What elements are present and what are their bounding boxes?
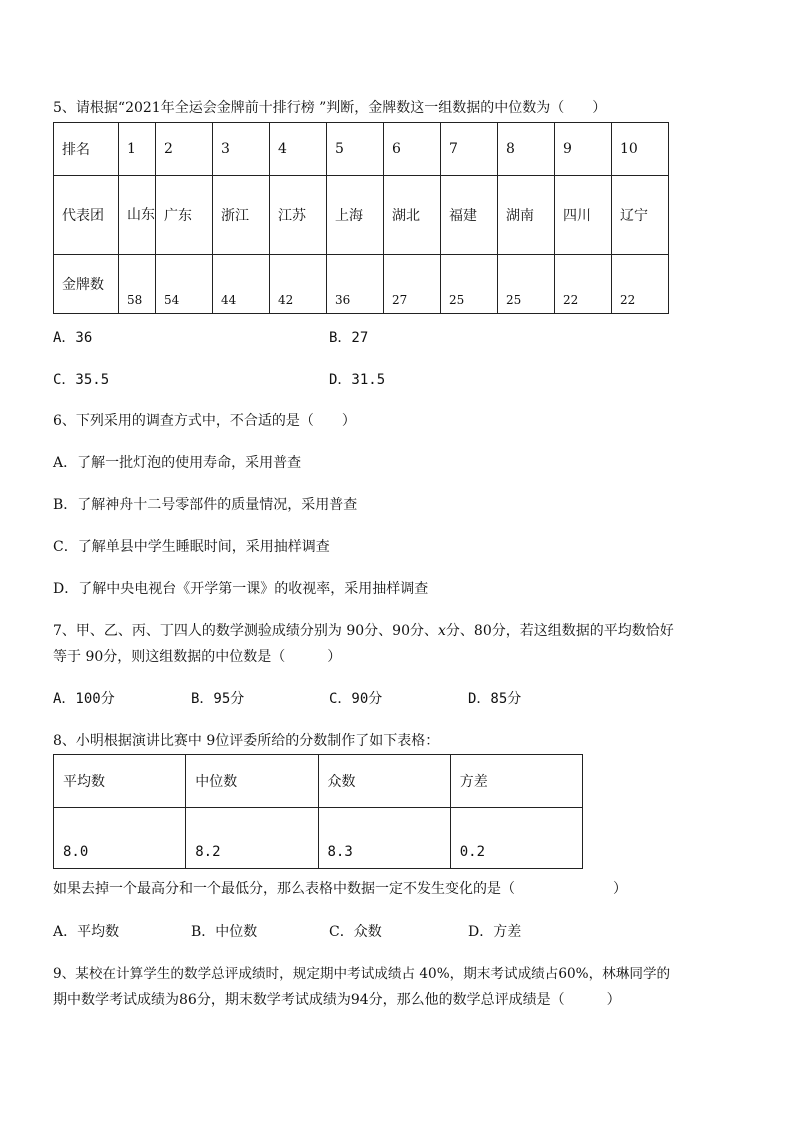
q7-option-a[interactable]: A．100分 bbox=[53, 691, 115, 707]
table-cell: 江苏 bbox=[270, 176, 327, 255]
table-cell: 4 bbox=[270, 123, 327, 176]
q7-option-b[interactable]: B．95分 bbox=[191, 691, 245, 707]
q5-option-d[interactable]: D．31.5 bbox=[329, 372, 386, 388]
q5-option-b[interactable]: B．27 bbox=[329, 330, 369, 346]
table-cell: 10 bbox=[612, 123, 669, 176]
table-cell: 福建 bbox=[441, 176, 498, 255]
table-cell: 金牌数 bbox=[54, 255, 119, 314]
table-cell: 1 bbox=[119, 123, 156, 176]
q8-option-d[interactable] bbox=[468, 922, 521, 942]
q8-option-d-label: D．方差 bbox=[468, 924, 522, 940]
q7-option-d[interactable]: D．85分 bbox=[468, 691, 522, 707]
table-cell: 9 bbox=[555, 123, 612, 176]
table-cell: 22 bbox=[612, 255, 669, 314]
table-cell: 44 bbox=[213, 255, 270, 314]
table-header-cell: 方差 bbox=[450, 755, 582, 808]
score-stats-table bbox=[53, 754, 583, 869]
table-header-cell: 平均数 bbox=[54, 755, 186, 808]
q5-stem: 5、请根据“2021年全运会金牌前十排行榜 ”判断，金牌数这一组数据的中位数为（ ） bbox=[53, 100, 607, 116]
table-cell: 8 bbox=[498, 123, 555, 176]
gold-medal-table bbox=[53, 122, 669, 314]
q6-option-b[interactable]: B．了解神舟十二号零部件的质量情况，采用普查 bbox=[53, 497, 358, 513]
table-row-headers bbox=[54, 755, 583, 808]
table-cell: 5 bbox=[327, 123, 384, 176]
q5-option-a[interactable]: A．36 bbox=[53, 330, 93, 346]
q8-option-c-label: C．众数 bbox=[329, 924, 382, 940]
table-cell: 2 bbox=[156, 123, 213, 176]
q6-option-d[interactable]: D．了解中央电视台《开学第一课》的收视率，采用抽样调查 bbox=[53, 581, 429, 597]
table-cell: 广东 bbox=[156, 176, 213, 255]
q8-stem: 8、小明根据演讲比赛中 9位评委所给的分数制作了如下表格： bbox=[53, 733, 440, 749]
table-cell: 25 bbox=[441, 255, 498, 314]
table-cell: 7 bbox=[441, 123, 498, 176]
table-cell: 辽宁 bbox=[612, 176, 669, 255]
table-cell: 6 bbox=[384, 123, 441, 176]
table-cell: 8.2 bbox=[186, 808, 318, 869]
table-cell: 代表团 bbox=[54, 176, 119, 255]
table-cell: 浙江 bbox=[213, 176, 270, 255]
table-cell: 排名 bbox=[54, 123, 119, 176]
table-cell: 上海 bbox=[327, 176, 384, 255]
q8-option-b-label: B．中位数 bbox=[191, 924, 258, 940]
table-cell: 湖南 bbox=[498, 176, 555, 255]
q7-stem-part-a: 7、甲、乙、丙、丁四人的数学测验成绩分别为 90分、90分、 bbox=[53, 623, 438, 639]
table-cell: 25 bbox=[498, 255, 555, 314]
table-cell: 42 bbox=[270, 255, 327, 314]
table-cell: 湖北 bbox=[384, 176, 441, 255]
q8-option-b[interactable] bbox=[191, 922, 257, 942]
q6-option-c[interactable]: C．了解单县中学生睡眠时间，采用抽样调查 bbox=[53, 539, 330, 555]
q8-option-a-label: A．平均数 bbox=[53, 924, 120, 940]
table-cell: 8.0 bbox=[54, 808, 186, 869]
q6-stem: 6、下列采用的调查方式中，不合适的是（ ） bbox=[53, 413, 356, 429]
q8-option-c[interactable] bbox=[329, 922, 382, 942]
q7-variable-x: x bbox=[438, 623, 446, 639]
table-cell: 58 bbox=[119, 255, 156, 314]
table-cell: 22 bbox=[555, 255, 612, 314]
q7-stem-part-b: 分、80分，若这组数据的平均数恰好 bbox=[445, 623, 674, 639]
q8-option-a[interactable] bbox=[53, 922, 119, 942]
table-row-rank bbox=[54, 123, 669, 176]
table-cell: 山东 bbox=[119, 176, 156, 255]
q5-option-c[interactable]: C．35.5 bbox=[53, 372, 110, 388]
q9-stem-line1: 9、某校在计算学生的数学总评成绩时，规定期中考试成绩占 40%，期末考试成绩占60%，林琳同学的 bbox=[53, 966, 671, 982]
table-header-cell: 中位数 bbox=[186, 755, 318, 808]
table-cell: 27 bbox=[384, 255, 441, 314]
table-cell: 54 bbox=[156, 255, 213, 314]
q7-option-c[interactable]: C．90分 bbox=[329, 691, 383, 707]
table-cell: 8.3 bbox=[318, 808, 450, 869]
q7-stem-line1 bbox=[53, 621, 674, 641]
table-cell: 3 bbox=[213, 123, 270, 176]
q8-stem-2: 如果去掉一个最高分和一个最低分，那么表格中数据一定不发生变化的是（ ） bbox=[53, 881, 627, 897]
q7-stem-line2: 等于 90分，则这组数据的中位数是（ ） bbox=[53, 649, 342, 665]
table-cell: 0.2 bbox=[450, 808, 582, 869]
table-row-gold bbox=[54, 255, 669, 314]
q6-option-a[interactable]: A．了解一批灯泡的使用寿命，采用普查 bbox=[53, 455, 302, 471]
table-cell: 36 bbox=[327, 255, 384, 314]
q9-stem-line2: 期中数学考试成绩为86分，期末数学考试成绩为94分，那么他的数学总评成绩是（ ） bbox=[53, 992, 621, 1008]
table-row-values bbox=[54, 808, 583, 869]
table-cell: 四川 bbox=[555, 176, 612, 255]
table-row-team bbox=[54, 176, 669, 255]
table-header-cell: 众数 bbox=[318, 755, 450, 808]
